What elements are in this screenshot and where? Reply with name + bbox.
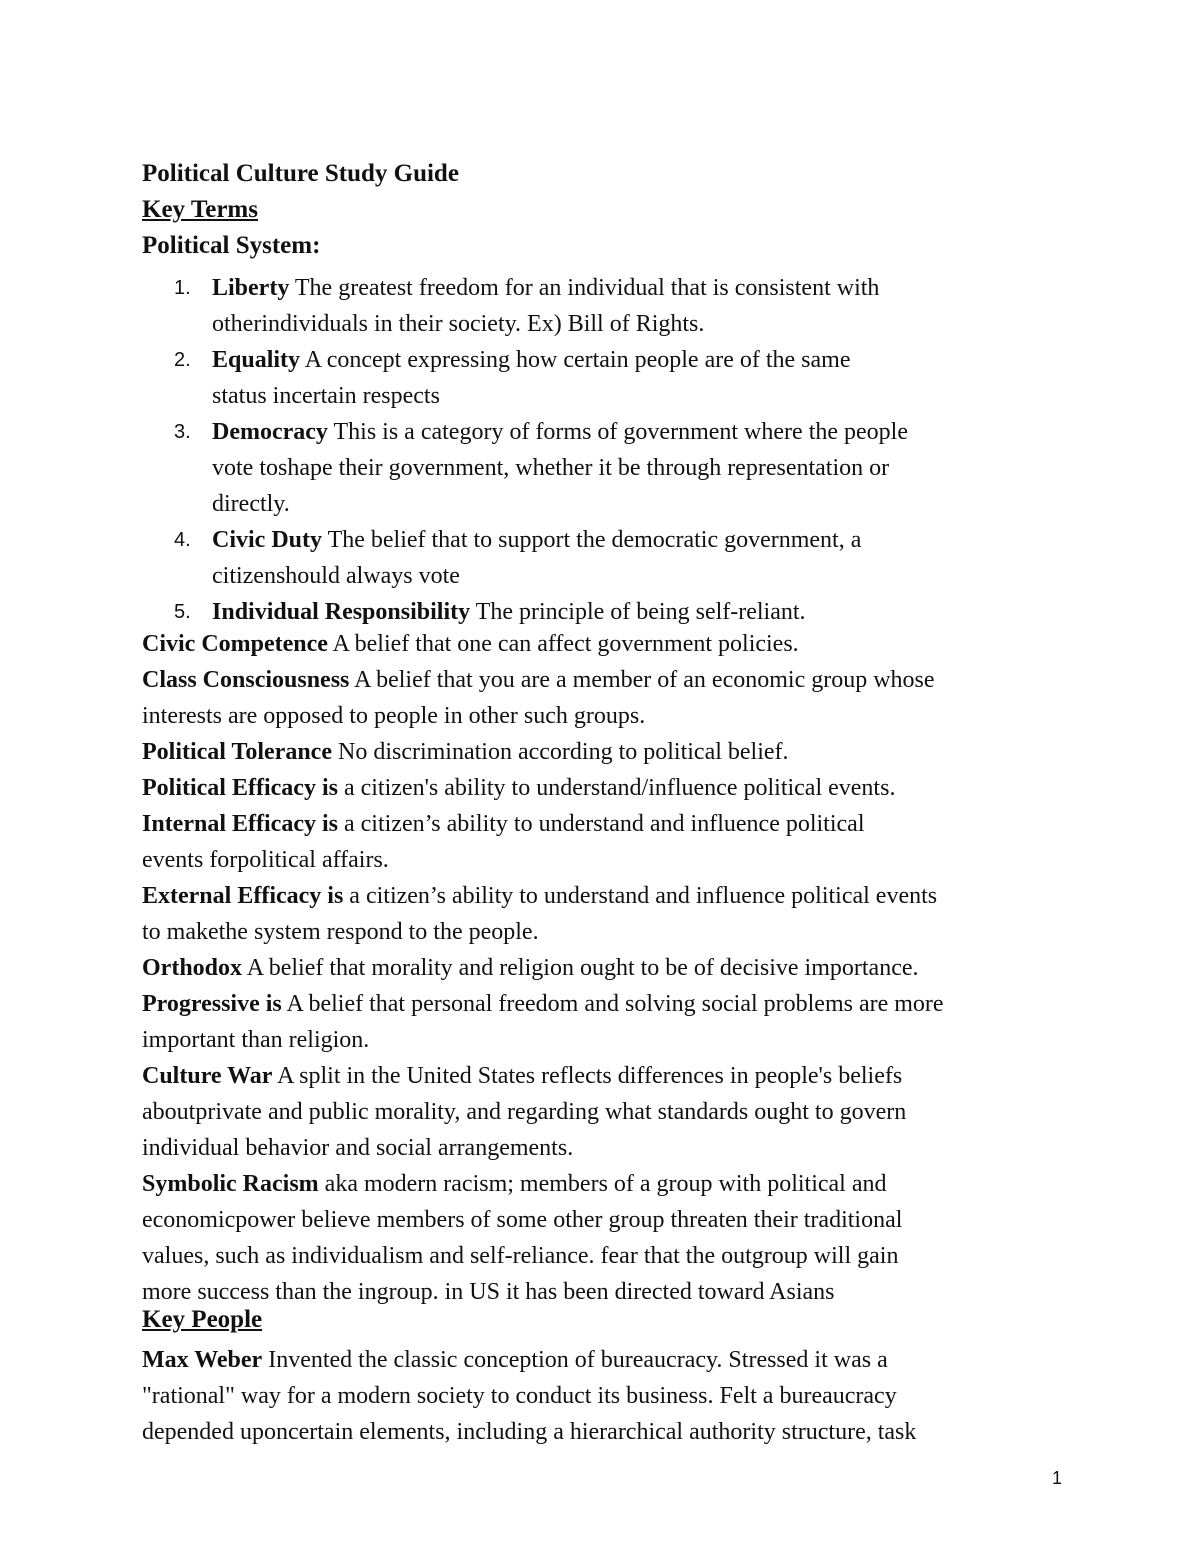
key-terms-heading: Key Terms — [142, 196, 258, 223]
definition-text: economicpower believe members of some other group threaten their traditional — [142, 1207, 903, 1233]
term-label: Civic Competence — [142, 631, 328, 657]
key-terms-body — [142, 626, 1072, 1310]
description-text: depended uponcertain elements, including a hierarchical authority structure, task — [142, 1419, 917, 1445]
definition-text: A split in the United States reflects differences in people's beliefs — [272, 1063, 903, 1089]
definition-text: a citizen’s ability to understand and influence political — [337, 811, 865, 837]
term-civic-duty: Civic Duty — [212, 527, 322, 553]
page-number: 1 — [1052, 1468, 1063, 1488]
definition-text: The greatest freedom for an individual that is consistent with — [289, 275, 880, 301]
term-entry-civic-competence — [142, 626, 1072, 662]
definition-text: a citizen’s ability to understand and influence political events — [343, 883, 938, 909]
description-text: Invented the classic conception of bureaucracy. Stressed it was a — [262, 1347, 888, 1373]
person-name: Max Weber — [142, 1347, 263, 1373]
term-individual-responsibility: Individual Responsibility — [212, 599, 471, 625]
term-label: Culture War — [142, 1063, 273, 1089]
list-number: 2. — [174, 349, 191, 371]
definition-text: The principle of being self-reliant. — [470, 599, 806, 625]
term-entry-political-tolerance — [142, 734, 1072, 770]
definition-text: citizenshould always vote — [212, 563, 460, 589]
definition-text: A concept expressing how certain people are of the same — [300, 347, 851, 373]
definition-text: individual behavior and social arrangements. — [142, 1135, 574, 1161]
description-text: "rational" way for a modern society to conduct its business. Felt a bureaucracy — [142, 1383, 897, 1409]
list-number: 1. — [174, 277, 191, 299]
definition-text: A belief that personal freedom and solving social problems are more — [281, 991, 944, 1017]
term-entry-internal-efficacy — [142, 806, 1072, 878]
definition-text: directly. — [212, 491, 290, 517]
term-entry-symbolic-racism — [142, 1166, 1072, 1310]
list-number: 3. — [174, 421, 191, 443]
term-label: Class Consciousness — [142, 667, 350, 693]
definition-text: to makethe system respond to the people. — [142, 919, 539, 945]
person-entry-max-weber — [142, 1342, 1072, 1450]
term-label: External Efficacy is — [142, 883, 344, 909]
term-entry-external-efficacy — [142, 878, 1072, 950]
political-system-list — [142, 270, 1042, 630]
definition-text: A belief that you are a member of an economic group whose — [349, 667, 935, 693]
definition-text: This is a category of forms of government where the people — [327, 419, 908, 445]
definition-text: more success than the ingroup. in US it has been directed toward Asians — [142, 1279, 835, 1305]
political-system-heading: Political System: — [142, 232, 321, 259]
definition-text: A belief that one can affect government policies. — [327, 631, 799, 657]
term-liberty: Liberty — [212, 275, 290, 301]
list-item — [142, 594, 1042, 630]
term-label: Symbolic Racism — [142, 1171, 319, 1197]
list-item — [142, 270, 1042, 342]
list-number: 4. — [174, 529, 191, 551]
definition-text: events forpolitical affairs. — [142, 847, 389, 873]
term-label: Political Efficacy is — [142, 775, 338, 801]
term-entry-orthodox — [142, 950, 1072, 986]
definition-text: interests are opposed to people in other such groups. — [142, 703, 646, 729]
term-entry-political-efficacy — [142, 770, 1072, 806]
document-title: Political Culture Study Guide — [142, 160, 459, 187]
definition-text: a citizen's ability to understand/influence political events. — [337, 775, 896, 801]
term-entry-culture-war — [142, 1058, 1072, 1166]
term-democracy: Democracy — [212, 419, 328, 445]
key-people-body — [142, 1342, 1072, 1450]
definition-text: aka modern racism; members of a group with political and — [318, 1171, 887, 1197]
term-label: Internal Efficacy is — [142, 811, 338, 837]
definition-text: values, such as individualism and self-reliance. fear that the outgroup will gain — [142, 1243, 899, 1269]
list-number: 5. — [174, 601, 191, 623]
definition-text: vote toshape their government, whether it be through representation or — [212, 455, 890, 481]
definition-text: A belief that morality and religion ought to be of decisive importance. — [242, 955, 919, 981]
term-equality: Equality — [212, 347, 301, 373]
term-label: Orthodox — [142, 955, 243, 981]
list-item — [142, 342, 1042, 414]
list-item — [142, 522, 1042, 594]
definition-text: otherindividuals in their society. Ex) Bill of Rights. — [212, 311, 705, 337]
list-item — [142, 414, 1042, 522]
definition-text: The belief that to support the democratic government, a — [322, 527, 862, 553]
term-entry-class-consciousness — [142, 662, 1072, 734]
definition-text: No discrimination according to political belief. — [331, 739, 789, 765]
definition-text: status incertain respects — [212, 383, 440, 409]
key-people-heading: Key People — [142, 1306, 263, 1333]
term-label: Progressive is — [142, 991, 282, 1017]
definition-text: aboutprivate and public morality, and regarding what standards ought to govern — [142, 1099, 907, 1125]
term-label: Political Tolerance — [142, 739, 332, 765]
term-entry-progressive — [142, 986, 1072, 1058]
definition-text: important than religion. — [142, 1027, 370, 1053]
